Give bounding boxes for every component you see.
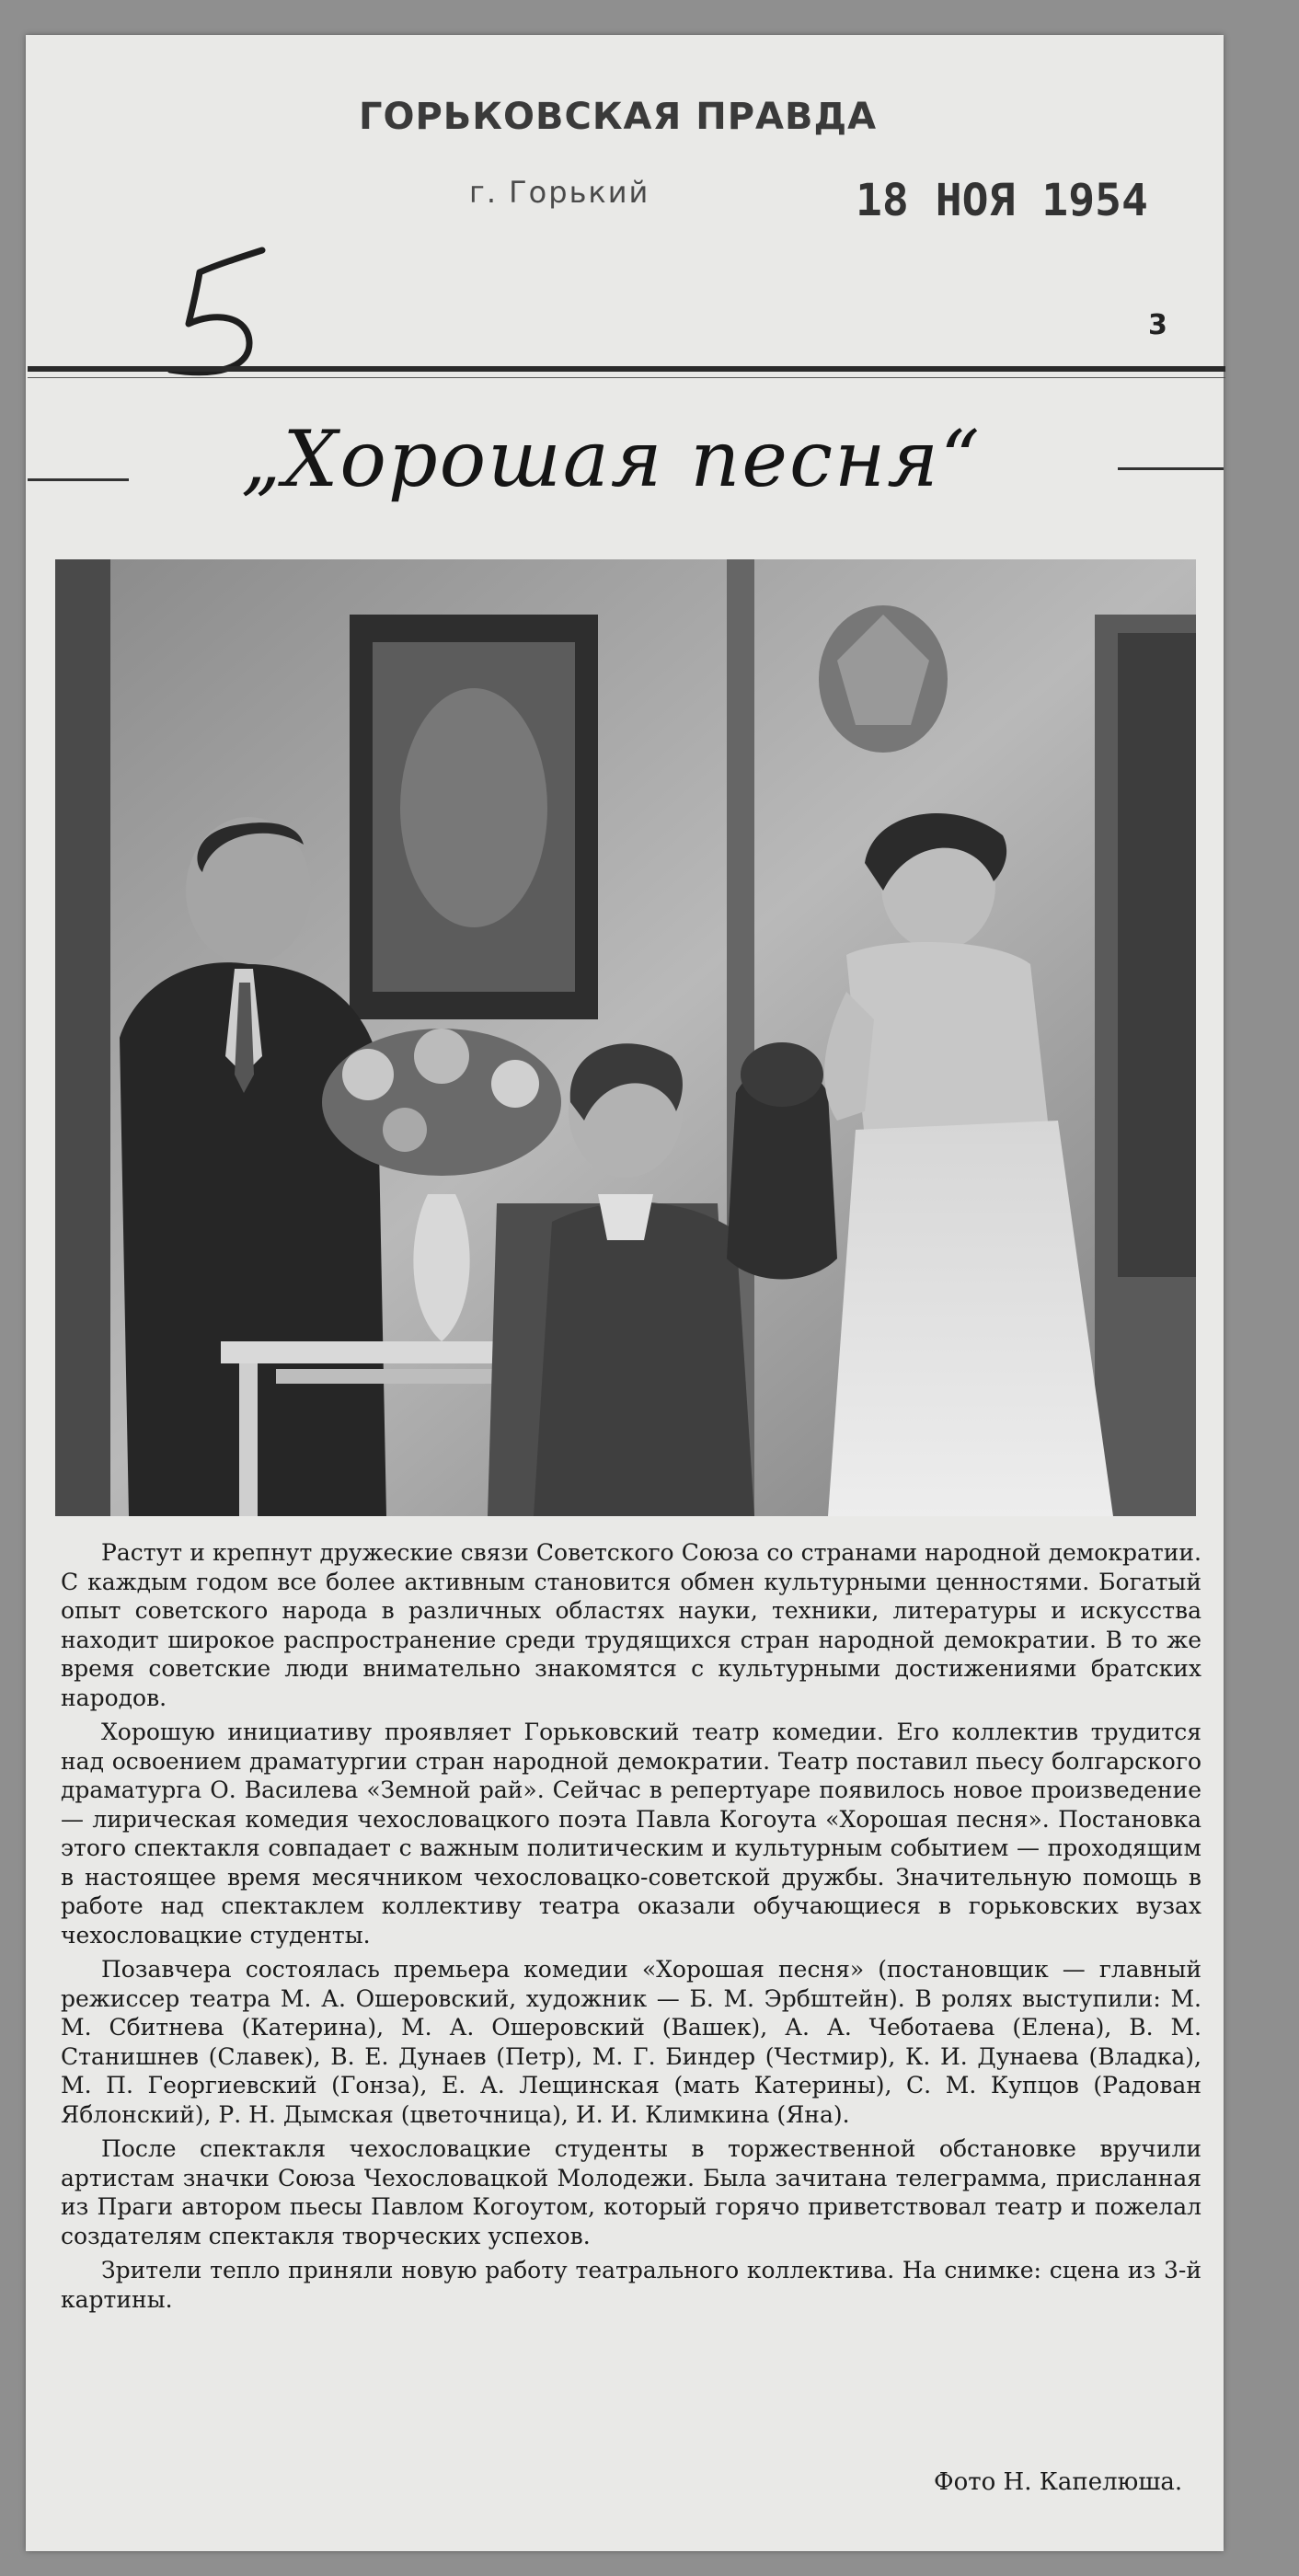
- article-body: [61, 1538, 1201, 2319]
- article-paragraph: Хорошую инициативу проявляет Горьковский театр комедии. Его коллектив трудится над освоением драматургии стран народной демократии. Театр поставил пьесу болгарского драматурга О. Василева «Земной рай». Сейчас в репертуаре появилось новое произведение — лирическая комедия чехословацкого поэта Павла Когоута «Хорошая песня». Постановка этого спектакля совпадает с важным политическим и культурным событием — проходящим в настоящее время месячником чехословацко-советской дружбы. Значительную помощь в работе над спектаклем коллективу театра оказали обучающиеся в горьковских вузах чехословацкие студенты.: [61, 1719, 1201, 1949]
- photo-illustration: [55, 559, 1196, 1516]
- headline: „Хорошая песня“: [241, 414, 982, 504]
- date-stamp: 18 НОЯ 1954: [856, 175, 1148, 226]
- photo-credit: Фото Н. Капелюша.: [934, 2468, 1183, 2496]
- city-stamp: г. Горький: [469, 175, 650, 210]
- headline-rule-left: [28, 478, 129, 481]
- top-rule-thin: [28, 377, 1225, 378]
- article-paragraph: Зрители тепло приняли новую работу театрального коллектива. На снимке: сцена из 3-й картины.: [61, 2257, 1201, 2313]
- article-paragraph: После спектакля чехословацкие студенты в торжественной обстановке вручили артистам значки Союза Чехословацкой Молодежи. Была зачитана телеграмма, присланная из Праги автором пьесы Павлом Когоутом, который горячо приветствовал театр и пожелал создателям спектакля творческих успехов.: [61, 2135, 1201, 2249]
- top-rule: [28, 366, 1225, 372]
- theatre-scene-photo: [55, 559, 1196, 1516]
- handwritten-number-mark: [152, 239, 281, 386]
- article-paragraph: Позавчера состоялась премьера комедии «Хорошая песня» (постановщик — главный режиссер театра М. А. Ошеровский, художник — Б. М. Эрбштейн). В ролях выступили: М. М. Сбитнева (Катерина), М. А. Ошеровский (Вашек), А. А. Чеботаева (Елена), В. М. Станишнев (Славек), В. Е. Дунаев (Петр), М. Г. Биндер (Честмир), К. И. Дунаева (Владка), М. П. Георгиевский (Гонза), Е. А. Лещинская (мать Катерины), С. М. Купцов (Радован Яблонский), Р. Н. Дымская (цветочница), И. И. Климкина (Яна).: [61, 1956, 1201, 2128]
- article-paragraph: Растут и крепнут дружеские связи Советского Союза со странами народной демократии. С каждым годом все более активным становится обмен культурными ценностями. Богатый опыт советского народа в различных областях науки, техники, литературы и искусства находит широкое распространение среди трудящихся стран народной демократии. В то же время советские люди внимательно знакомятся с культурными достижениями братских народов.: [61, 1539, 1201, 1711]
- newspaper-name-stamp: ГОРЬКОВСКАЯ ПРАВДА: [359, 96, 878, 138]
- page-number: 3: [1148, 309, 1167, 341]
- headline-rule-right: [1118, 467, 1224, 470]
